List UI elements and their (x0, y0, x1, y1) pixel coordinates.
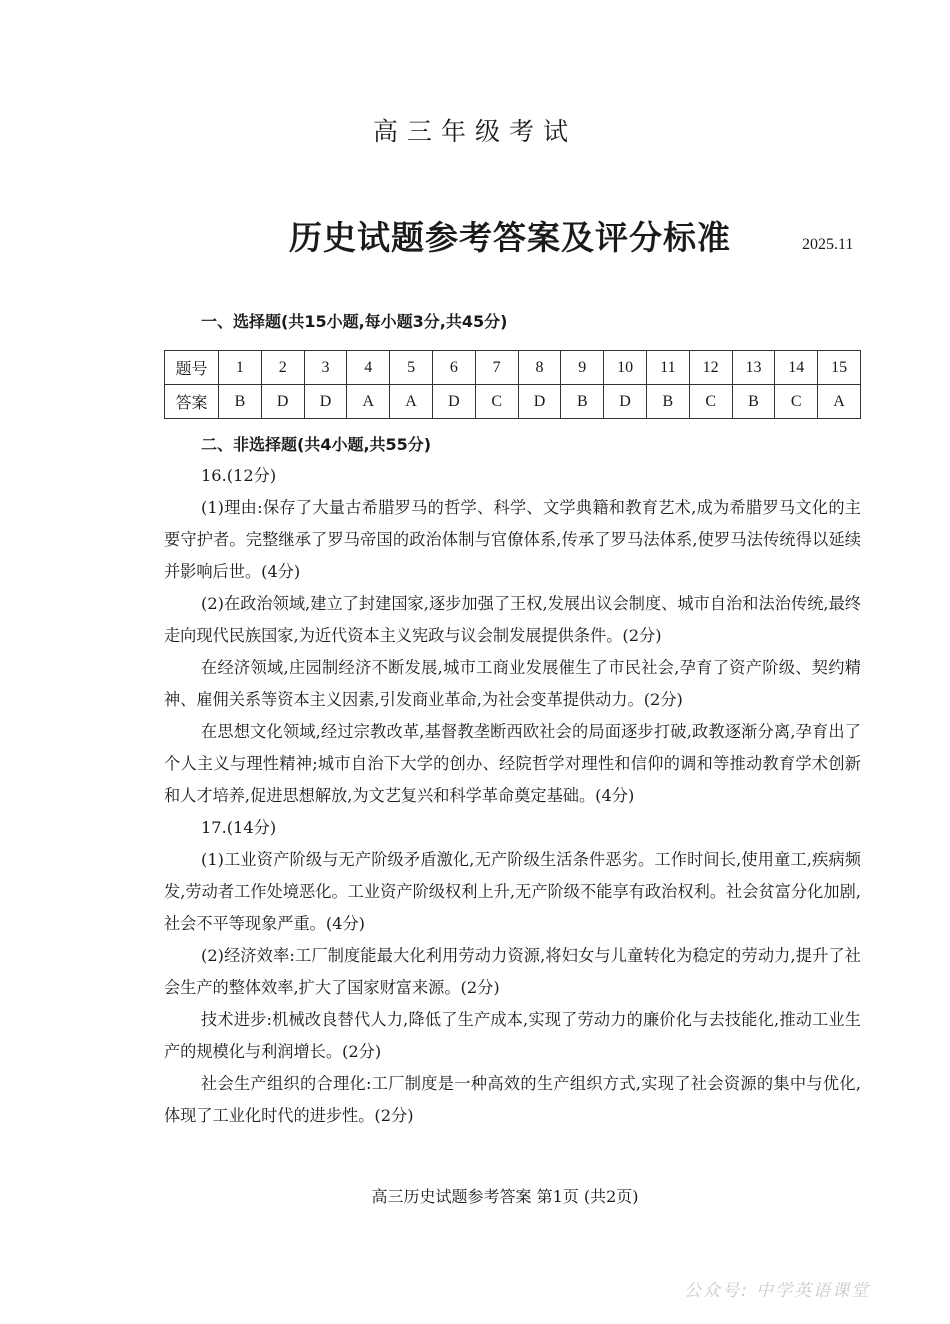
answer-cell: D (432, 385, 475, 419)
answer-paragraph: 在经济领域,庄园制经济不断发展,城市工商业发展催生了市民社会,孕育了资产阶级、契约精神、雇佣关系等资本主义因素,引发商业革命,为社会变革提供动力。(2分) (164, 658, 861, 709)
answer-cell: B (219, 385, 262, 419)
question-number-cell: 12 (689, 351, 732, 385)
answer-paragraph: 社会生产组织的合理化:工厂制度是一种高效的生产组织方式,实现了社会资源的集中与优化,体现了工业化时代的进步性。(2分) (164, 1074, 861, 1125)
answer-cell: A (818, 385, 861, 419)
question-number-cell: 10 (604, 351, 647, 385)
question-number-cell: 9 (561, 351, 604, 385)
page-footer: 高三历史试题参考答案 第1页 (共2页) (371, 1187, 639, 1206)
answer-cell: C (775, 385, 818, 419)
question-number-cell: 4 (347, 351, 390, 385)
document-date: 2025.11 (802, 236, 854, 253)
answer-cell: D (604, 385, 647, 419)
answer-table (164, 350, 861, 419)
question-number-cell: 8 (518, 351, 561, 385)
question-number-cell: 3 (304, 351, 347, 385)
exam-title: 高三年级考试 (372, 117, 577, 146)
question-number-cell: 2 (261, 351, 304, 385)
question-number-cell: 13 (732, 351, 775, 385)
answer-table-number-row (165, 351, 861, 385)
answer-body (164, 460, 861, 1132)
answer-cell: A (347, 385, 390, 419)
question-number-cell: 11 (646, 351, 689, 385)
answer-cell: C (475, 385, 518, 419)
watermark: 公众号: 中学英语课堂 (684, 1281, 871, 1301)
answer-paragraph: (2)在政治领域,建立了封建国家,逐步加强了王权,发展出议会制度、城市自治和法治传统,最终走向现代民族国家,为近代资本主义宪政与议会制发展提供条件。(2分) (164, 594, 861, 645)
answer-paragraph: 17.(14分) (201, 818, 277, 837)
answer-table-answer-row (165, 385, 861, 419)
answer-cell: A (390, 385, 433, 419)
answer-cell: D (518, 385, 561, 419)
answer-paragraph: 在思想文化领域,经过宗教改革,基督教垄断西欧社会的局面逐步打破,政教逐渐分离,孕育出了个人主义与理性精神;城市自治下大学的创办、经院哲学对理性和信仰的调和等推动教育学术创新和人才培养,促进思想解放,为文艺复兴和科学革命奠定基础。(4分) (164, 722, 861, 805)
answer-cell: C (689, 385, 732, 419)
row-label-numbers: 题号 (165, 351, 219, 385)
answer-cell: D (261, 385, 304, 419)
answer-paragraph: (1)工业资产阶级与无产阶级矛盾激化,无产阶级生活条件恶劣。工作时间长,使用童工,疾病频发,劳动者工作处境恶化。工业资产阶级权利上升,无产阶级不能享有政治权利。社会贫富分化加剧,社会不平等现象严重。(4分) (164, 850, 861, 933)
answer-cell: B (646, 385, 689, 419)
answer-cell: D (304, 385, 347, 419)
answer-paragraph: 技术进步:机械改良替代人力,降低了生产成本,实现了劳动力的廉价化与去技能化,推动工业生产的规模化与利润增长。(2分) (164, 1010, 861, 1061)
section-heading-nonchoice: 二、非选择题(共4小题,共55分) (201, 435, 432, 454)
question-number-cell: 5 (390, 351, 433, 385)
answer-paragraph: (2)经济效率:工厂制度能最大化利用劳动力资源,将妇女与儿童转化为稳定的劳动力,提升了社会生产的整体效率,扩大了国家财富来源。(2分) (164, 946, 861, 997)
question-number-cell: 15 (818, 351, 861, 385)
section-heading-choice: 一、选择题(共15小题,每小题3分,共45分) (201, 312, 508, 331)
row-label-answers: 答案 (165, 385, 219, 419)
question-number-cell: 6 (432, 351, 475, 385)
question-number-cell: 14 (775, 351, 818, 385)
question-number-cell: 7 (475, 351, 518, 385)
answer-cell: B (732, 385, 775, 419)
document-title: 历史试题参考答案及评分标准 (289, 218, 731, 257)
question-number-cell: 1 (219, 351, 262, 385)
answer-paragraph: 16.(12分) (201, 466, 277, 485)
answer-paragraph: (1)理由:保存了大量古希腊罗马的哲学、科学、文学典籍和教育艺术,成为希腊罗马文化的主要守护者。完整继承了罗马帝国的政治体制与官僚体系,传承了罗马法体系,使罗马法传统得以延续并影响后世。(4分) (164, 498, 861, 581)
answer-cell: B (561, 385, 604, 419)
